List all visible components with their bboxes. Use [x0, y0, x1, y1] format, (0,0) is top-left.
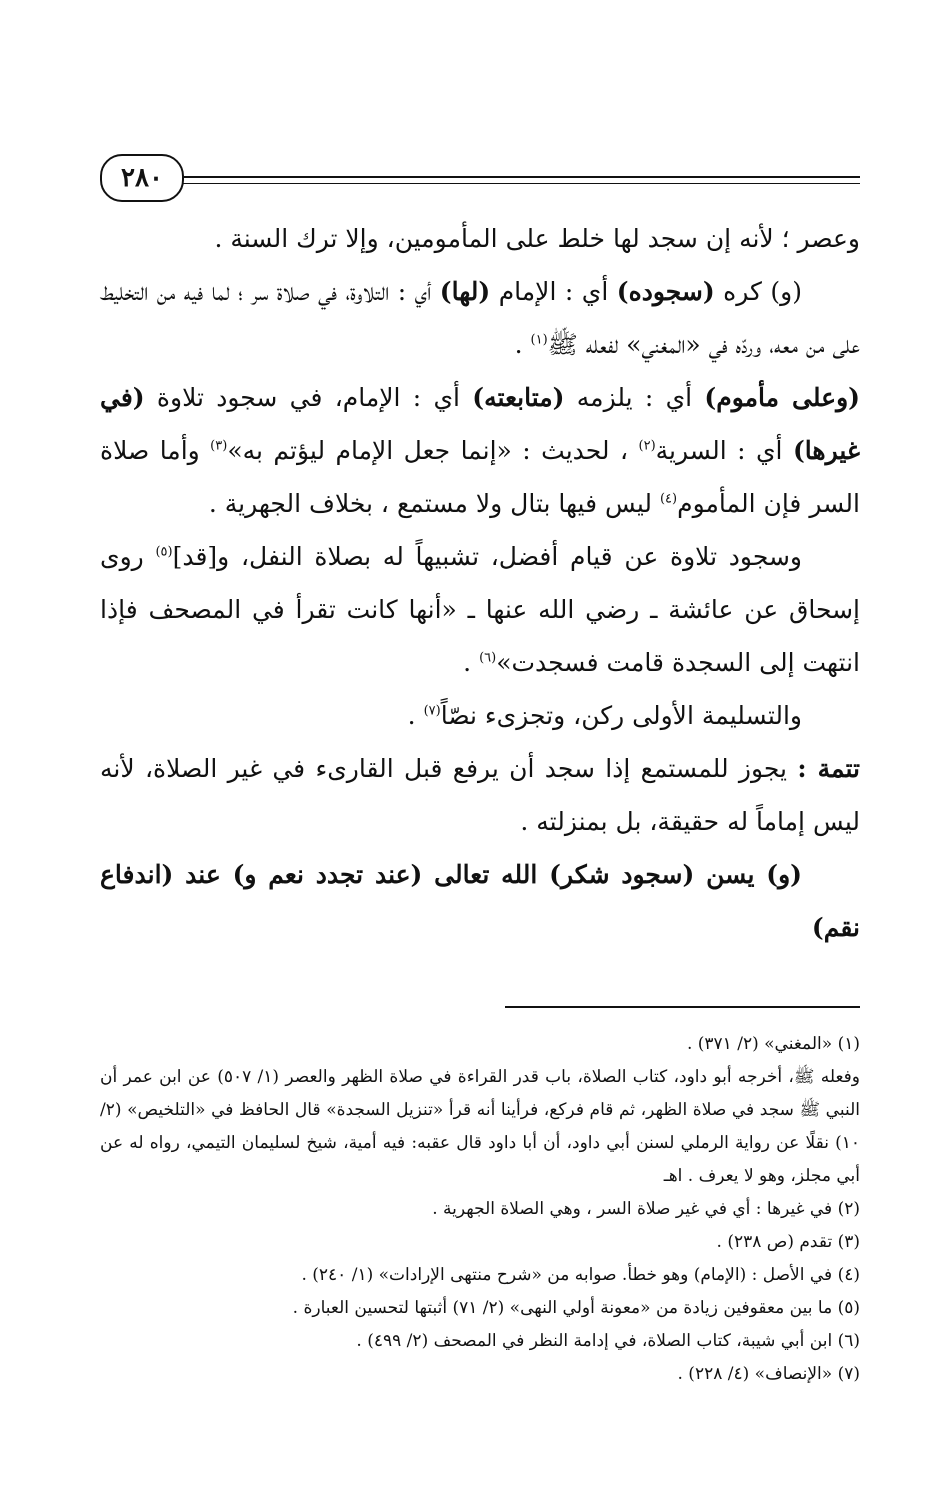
- text-run: ليس فيها بتال ولا مستمع ، بخلاف الجهرية .: [208, 489, 660, 518]
- bold-term: (وعلى مأموم): [704, 383, 860, 412]
- footnote-ref[interactable]: (٧): [423, 703, 441, 719]
- main-text: [100, 212, 860, 954]
- paragraph-5: [100, 689, 860, 742]
- text-run: أي : التلاوة، في صلاة سر ؛ لما فيه من التخليط على من معه، وردّه في «المغني» لفعله ﷺ: [100, 277, 860, 359]
- footnote-1-continuation: وفعله ﷺ، أخرجه أبو داود، كتاب الصلاة، باب قدر القراءة في صلاة الظهر والعصر (١/ ٥٠٧) عن ابن عمر أن النبي ﷺ سجد في صلاة الظهر، ثم قام فركع، فرأينا أنه قرأ «تنزيل السجدة» قال الحافظ في «التلخيص» (٢/ ١٠) نقلًا عن رواية الرملي لسنن أبي داود، أن أبا داود قال عقبه: فيه أمية، شيخ لسليمان التيمي، رواه له عن أبي مجلز، وهو لا يعرف . اهـ: [100, 1067, 861, 1186]
- bold-term: (متابعته): [472, 383, 565, 412]
- paragraph-6: [100, 742, 860, 848]
- page: [100, 150, 860, 1391]
- paragraph-2: [100, 265, 860, 371]
- paragraph-7: (و) يسن (سجود شكر) الله تعالى (عند تجدد نعم و) عند (اندفاع نقم): [100, 860, 860, 942]
- footnote-ref[interactable]: (٦): [479, 650, 497, 666]
- footnote-5: (٥) ما بين معقوفين زيادة من «معونة أولي النهى» (٢/ ٧١) أثبتها لتحسين العبارة .: [292, 1298, 860, 1318]
- text-run: (و) كره: [714, 277, 802, 306]
- text-run: والتسليمة الأولى ركن، وتجزىء نصّاً: [440, 701, 802, 730]
- page-header: [100, 150, 860, 212]
- text-run: وسجود تلاوة عن قيام أفضل، تشبيهاً له بصلاة النفل، و[قد]: [172, 542, 802, 571]
- text-run: ، لحديث : «إنما جعل الإمام ليؤتم به»: [227, 436, 639, 465]
- footnote-ref[interactable]: (١): [530, 332, 548, 348]
- footnotes: [100, 1028, 860, 1391]
- footnote-1: (١) «المغني» (٢/ ٣٧١) .: [686, 1034, 860, 1054]
- text-run: يجوز للمستمع إذا سجد أن يرفع قبل القارىء في غير الصلاة، لأنه ليس إماماً له حقيقة، بل بمنزلته .: [100, 754, 860, 836]
- text-run: روى إسحاق عن عائشة ـ رضي الله عنها ـ «أنها كانت تقرأ في المصحف فإذا انتهت إلى السجدة قامت فسجدت»: [100, 542, 860, 677]
- bold-term: (سجوده): [616, 277, 715, 306]
- text-run: وأما صلاة السر فإن المأموم: [100, 436, 860, 518]
- text-run: .: [407, 701, 424, 730]
- footnote-3: (٣) تقدم (ص ٢٣٨) .: [716, 1232, 860, 1252]
- header-rule: [175, 176, 860, 184]
- footnote-6: (٦) ابن أبي شيبة، كتاب الصلاة، في إدامة النظر في المصحف (٢/ ٤٩٩) .: [356, 1331, 860, 1351]
- paragraph-4: [100, 530, 860, 689]
- footnote-2: (٢) في غيرها : أي في غير صلاة السر ، وهي الصلاة الجهرية .: [432, 1199, 860, 1219]
- footnote-ref[interactable]: (٢): [638, 438, 656, 454]
- footnote-4: (٤) في الأصل : (الإمام) وهو خطأ. صوابه من «شرح منتهى الإرادات» (١/ ٢٤٠) .: [301, 1265, 860, 1285]
- footnote-7: (٧) «الإنصاف» (٤/ ٢٢٨) .: [677, 1364, 860, 1384]
- paragraph-3: [100, 371, 860, 530]
- footnote-divider: [505, 1006, 860, 1008]
- text-run: أي : الإمام، في سجود تلاوة: [144, 383, 473, 412]
- footnote-ref[interactable]: (٤): [659, 491, 678, 507]
- bold-term: (في غيرها): [100, 383, 860, 465]
- paragraph-1: وعصر ؛ لأنه إن سجد لها خلط على المأمومين، وإلا ترك السنة .: [214, 224, 860, 253]
- page-number: ٢٨٠: [100, 154, 184, 202]
- text-run: .: [463, 648, 480, 677]
- text-run: .: [514, 330, 531, 359]
- text-run: أي : السرية: [655, 436, 793, 465]
- text-run: أي : يلزمه: [564, 383, 705, 412]
- footnote-ref[interactable]: (٥): [155, 544, 173, 560]
- text-run: أي : الإمام: [490, 277, 617, 306]
- bold-term: (لها): [439, 277, 491, 306]
- footnote-ref[interactable]: (٣): [210, 438, 228, 454]
- bold-term: تتمة :: [797, 754, 860, 783]
